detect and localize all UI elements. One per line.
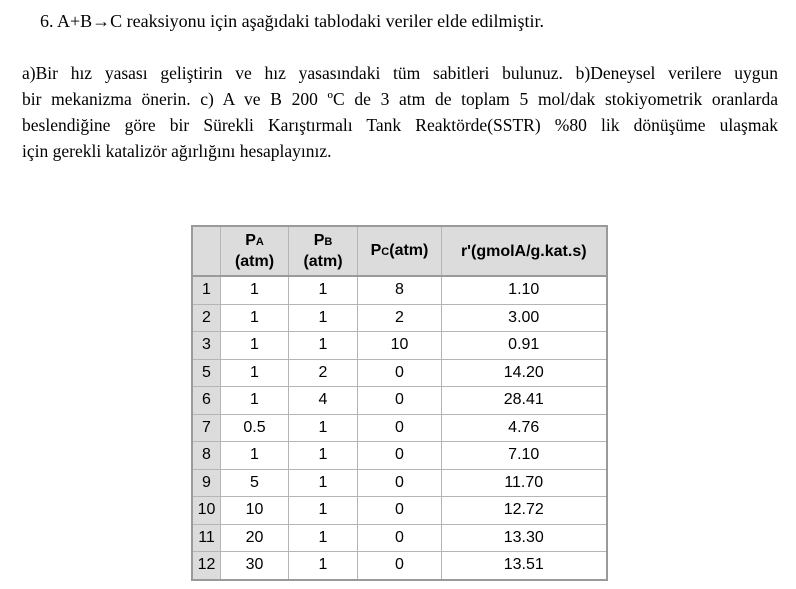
row-number-cell: 5 (192, 359, 221, 387)
table-row (192, 552, 607, 580)
pa-cell: 0.5 (221, 414, 289, 442)
table-row (192, 387, 607, 415)
question-title-text: A+B→C reaksiyonu için aşağıdaki tablodaki veriler elde edilmiştir. (57, 11, 545, 31)
rate-cell: 7.10 (442, 442, 607, 470)
row-number-cell: 3 (192, 332, 221, 360)
pb-cell: 1 (289, 304, 358, 332)
rate-cell: 11.70 (442, 469, 607, 497)
question-title (40, 11, 544, 32)
pc-header: PC(atm) (358, 226, 442, 276)
pc-cell: 0 (358, 387, 442, 415)
table-row (192, 442, 607, 470)
rate-cell: 1.10 (442, 276, 607, 304)
rate-cell: 4.76 (442, 414, 607, 442)
table-row (192, 276, 607, 304)
row-number-cell: 6 (192, 387, 221, 415)
pc-cell: 0 (358, 469, 442, 497)
pa-cell: 1 (221, 332, 289, 360)
row-number-cell: 12 (192, 552, 221, 580)
pc-cell: 10 (358, 332, 442, 360)
rate-cell: 13.51 (442, 552, 607, 580)
row-number-cell: 11 (192, 524, 221, 552)
rate-cell: 0.91 (442, 332, 607, 360)
pc-cell: 0 (358, 497, 442, 525)
pc-cell: 0 (358, 524, 442, 552)
pa-cell: 5 (221, 469, 289, 497)
row-number-cell: 10 (192, 497, 221, 525)
rate-cell: 12.72 (442, 497, 607, 525)
pb-cell: 1 (289, 497, 358, 525)
pa-cell: 1 (221, 387, 289, 415)
rate-cell: 14.20 (442, 359, 607, 387)
row-number-header (192, 226, 221, 276)
pb-cell: 1 (289, 524, 358, 552)
table-row (192, 304, 607, 332)
pc-cell: 0 (358, 552, 442, 580)
pb-cell: 1 (289, 552, 358, 580)
table-header-row (192, 226, 607, 276)
pb-cell: 4 (289, 387, 358, 415)
table-row (192, 359, 607, 387)
pb-cell: 1 (289, 442, 358, 470)
rate-cell: 28.41 (442, 387, 607, 415)
pa-cell: 1 (221, 304, 289, 332)
question-line: için gerekli katalizör ağırlığını hesaplayınız. (22, 141, 332, 161)
pa-cell: 1 (221, 359, 289, 387)
rate-cell: 13.30 (442, 524, 607, 552)
question-body (22, 60, 778, 164)
pc-cell: 8 (358, 276, 442, 304)
pc-cell: 0 (358, 414, 442, 442)
pa-cell: 1 (221, 276, 289, 304)
question-line: beslendiğine göre bir Sürekli Karıştırmalı Tank Reaktörde(SSTR) %80 lik dönüşüme ulaşmak (22, 115, 778, 135)
pc-cell: 0 (358, 359, 442, 387)
rate-header: r'(gmolA/g.kat.s) (442, 226, 607, 276)
table-row (192, 414, 607, 442)
pa-cell: 1 (221, 442, 289, 470)
pb-cell: 1 (289, 414, 358, 442)
pb-cell: 1 (289, 469, 358, 497)
rate-cell: 3.00 (442, 304, 607, 332)
question-line: a)Bir hız yasası geliştirin ve hız yasasındaki tüm sabitleri bulunuz. b)Deneysel verilere uygun (22, 63, 778, 83)
pa-cell: 30 (221, 552, 289, 580)
row-number-cell: 1 (192, 276, 221, 304)
pb-cell: 1 (289, 276, 358, 304)
question-line: bir mekanizma önerin. c) A ve B 200 ºC de 3 atm de toplam 5 mol/dak stokiyometrik oranlarda (22, 89, 778, 109)
pb-cell: 1 (289, 332, 358, 360)
pc-cell: 2 (358, 304, 442, 332)
row-number-cell: 9 (192, 469, 221, 497)
table-row (192, 332, 607, 360)
pa-cell: 20 (221, 524, 289, 552)
pa-header: PA (atm) (221, 226, 289, 276)
question-number: 6. (40, 11, 54, 31)
pb-cell: 2 (289, 359, 358, 387)
pb-header: PB (atm) (289, 226, 358, 276)
pa-cell: 10 (221, 497, 289, 525)
row-number-cell: 7 (192, 414, 221, 442)
table-row (192, 469, 607, 497)
table-row (192, 524, 607, 552)
row-number-cell: 2 (192, 304, 221, 332)
data-table (191, 225, 608, 581)
pc-cell: 0 (358, 442, 442, 470)
table-row (192, 497, 607, 525)
row-number-cell: 8 (192, 442, 221, 470)
